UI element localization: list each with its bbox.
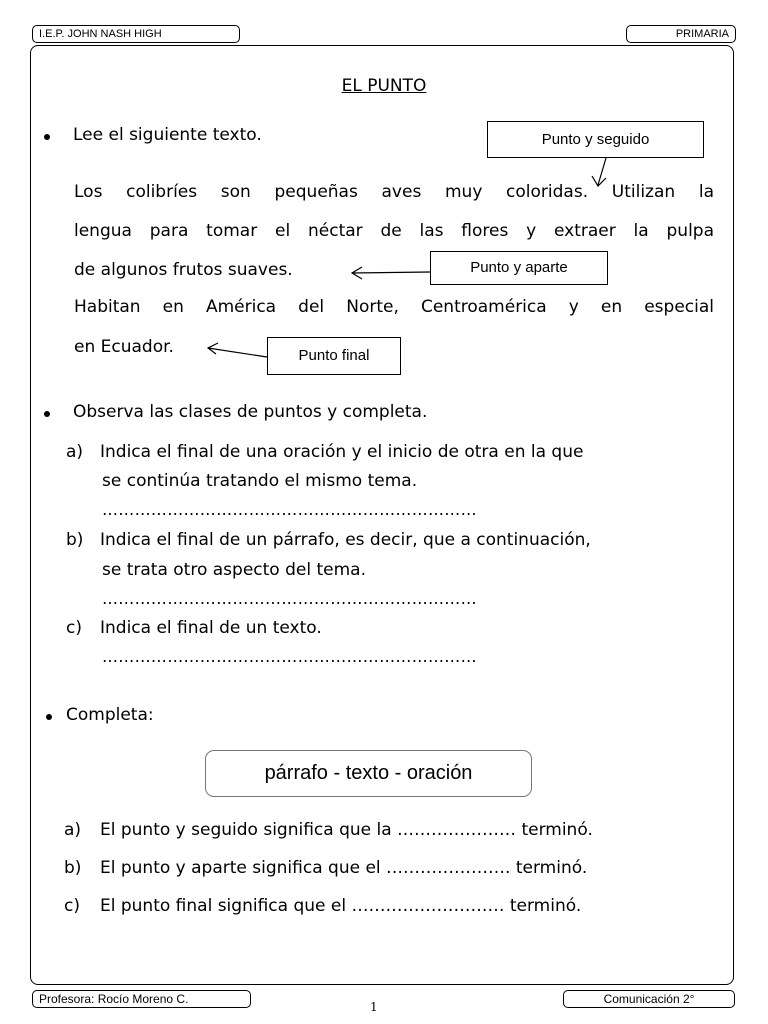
level-tag: PRIMARIA xyxy=(626,25,736,43)
page-title: EL PUNTO xyxy=(341,76,427,96)
arrow-final-icon xyxy=(208,343,267,357)
arrow-seguido-icon xyxy=(592,158,606,186)
page-number: 1 xyxy=(370,1000,378,1014)
item-b-line2: se trata otro aspecto del tema. xyxy=(102,560,366,580)
item-c-letter: c) xyxy=(66,618,82,638)
complete-a-letter: a) xyxy=(64,820,82,840)
complete-b-letter: b) xyxy=(64,858,82,878)
text-line-2: lengua para tomar el néctar de las flores y extraer la pulpa xyxy=(74,221,714,241)
subject-tag: Comunicación 2° xyxy=(563,990,735,1008)
text-line-1: Los colibríes son pequeñas aves muy coloridas. Utilizan la xyxy=(74,182,714,202)
arrow-aparte-icon xyxy=(352,267,430,279)
teacher-tag: Profesora: Rocío Moreno C. xyxy=(32,990,251,1008)
bullet-3 xyxy=(46,714,52,720)
item-a-line1: Indica el final de una oración y el inicio de otra en la que xyxy=(100,442,584,462)
label-punto-aparte: Punto y aparte xyxy=(430,251,608,285)
item-a-answer-line: …………………………………………………………… xyxy=(102,500,477,519)
section2-instruction: Observa las clases de puntos y completa. xyxy=(73,402,428,422)
label-punto-seguido: Punto y seguido xyxy=(487,121,704,158)
text-line-4: Habitan en América del Norte, Centroamérica y en especial xyxy=(74,297,714,317)
item-a-letter: a) xyxy=(66,442,84,462)
complete-c-text: El punto final significa que el ……………………… terminó. xyxy=(100,896,582,916)
school-name-tag: I.E.P. JOHN NASH HIGH xyxy=(32,25,240,43)
complete-a-text: El punto y seguido significa que la ………………… terminó. xyxy=(100,820,593,840)
section1-instruction: Lee el siguiente texto. xyxy=(73,125,262,145)
text-line-5: en Ecuador. xyxy=(74,337,174,357)
item-c-answer-line: …………………………………………………………… xyxy=(102,647,477,666)
item-b-line1: Indica el final de un párrafo, es decir, que a continuación, xyxy=(100,530,591,550)
item-b-letter: b) xyxy=(66,530,84,550)
item-c-line1: Indica el final de un texto. xyxy=(100,618,322,638)
section3-instruction: Completa: xyxy=(66,705,154,725)
complete-c-letter: c) xyxy=(64,896,80,916)
item-a-line2: se continúa tratando el mismo tema. xyxy=(102,471,418,491)
word-bank-box: párrafo - texto - oración xyxy=(205,750,532,797)
complete-b-text: El punto y aparte significa que el …………………. terminó. xyxy=(100,858,588,878)
text-line-3: de algunos frutos suaves. xyxy=(74,260,293,280)
bullet-2 xyxy=(44,411,50,417)
item-b-answer-line: …………………………………………………………… xyxy=(102,589,477,608)
label-punto-final: Punto final xyxy=(267,337,401,375)
